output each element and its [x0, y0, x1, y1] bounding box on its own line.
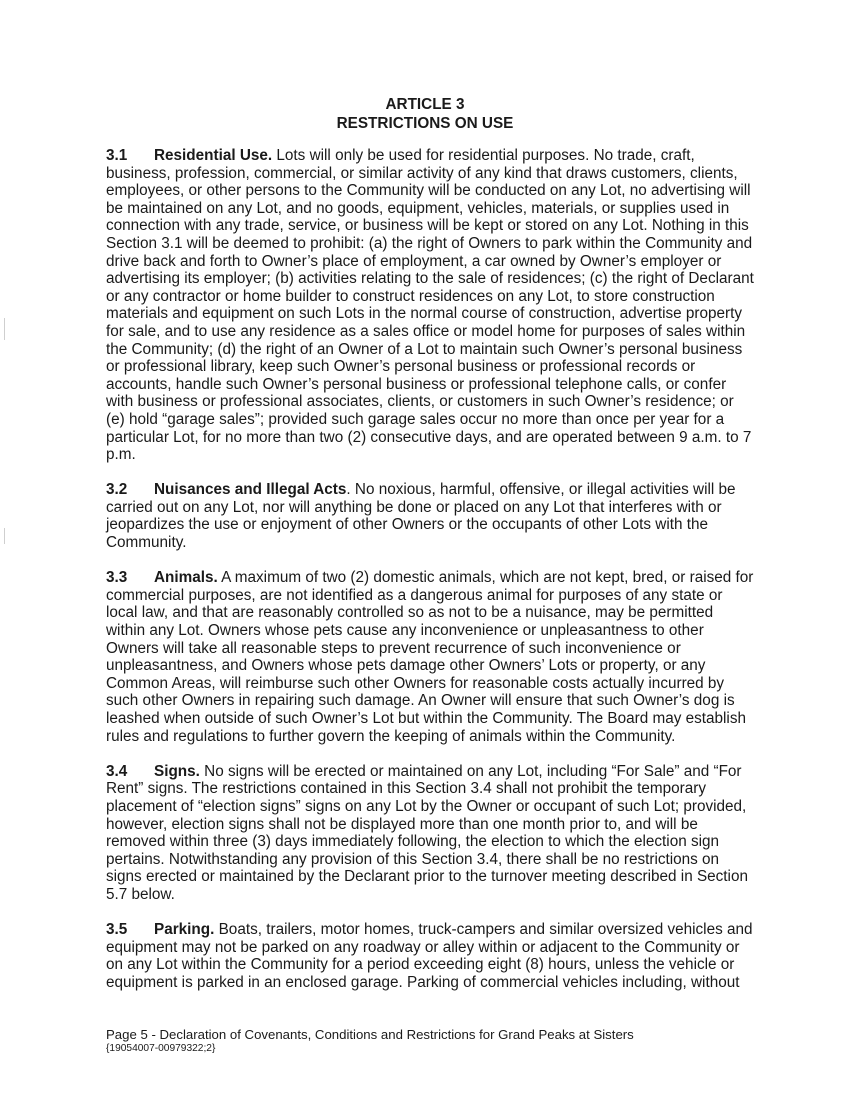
- section-number: 3.3: [106, 569, 128, 587]
- section-title: Parking.: [154, 921, 215, 939]
- margin-scan-mark: [4, 528, 5, 544]
- section-title: Nuisances and Illegal Acts: [154, 481, 347, 499]
- section-number: 3.4: [106, 762, 128, 780]
- section-3-4: [106, 763, 756, 904]
- section-text: . No noxious, harmful, offensive, or illegal activities will be carried out on any Lot, nor will anything be done or placed on any Lot that interferes with or jeopardizes the use or enjoyment of other Owners or the occupants of other Lots with the Community.: [106, 481, 736, 552]
- section-number: 3.2: [106, 481, 128, 499]
- document-body: [106, 147, 756, 992]
- footer-page-caption: Page 5 - Declaration of Covenants, Conditions and Restrictions for Grand Peaks at Sisters: [106, 1027, 634, 1042]
- section-3-1: [106, 147, 756, 464]
- section-text: Boats, trailers, motor homes, truck-campers and similar oversized vehicles and equipment may not be parked on any roadway or alley within or adjacent to the Community or on any Lot within the Community for a period exceeding eight (8) hours, unless the vehicle or equipment is parked in an enclosed garage. Parking of commercial vehicles including, without: [106, 921, 753, 991]
- section-title: Animals.: [154, 569, 218, 587]
- margin-scan-mark: [4, 318, 5, 340]
- article-heading: [0, 95, 850, 133]
- section-3-5: [106, 921, 756, 991]
- section-number: 3.5: [106, 921, 128, 939]
- section-title: Signs.: [154, 762, 200, 780]
- footer-document-id: {19054007-00979322;2}: [106, 1043, 216, 1054]
- section-title: Residential Use.: [154, 147, 273, 164]
- section-text: No signs will be erected or maintained on any Lot, including “For Sale” and “For Rent” signs. The restrictions contained in this Section 3.4 shall not prohibit the temporary placement of “election signs” signs on any Lot by the Owner or occupant of such Lot; provided, however, election signs shall not be displayed more than one month prior to, and will be removed within three (3) days immediately following, the election to which the election sign pertains. Notwithstanding any provision of this Section 3.4, there shall be no restrictions on signs erected or maintained by the Declarant prior to the turnover meeting described in Section 5.7 below.: [106, 762, 748, 903]
- page-footer: [106, 1027, 766, 1055]
- section-number: 3.1: [106, 147, 128, 164]
- section-text: Lots will only be used for residential purposes. No trade, craft, business, profession, commercial, or similar activity of any kind that draws customers, clients, employees, or other persons to the Community will be conducted on any Lot, no advertising will be maintained on any Lot, and no goods, equipment, vehicles, materials, or supplies used in connection with any trade, service, or business will be kept or stored on any Lot. Nothing in this Section 3.1 will be deemed to prohibit: (a) the right of Owners to park within the Community and drive back and forth to Owner’s place of employment, a car owned by Owner’s employer or advertising its employer; (b) activities relating to the sale of residences; (c) the right of Declarant or any contractor or home builder to construct residences on any Lot, to store construction materials and equipment on such Lots in the normal course of construction, advertise property for sale, and to use any residence as a sales office or model home for purposes of sales within the Community; (d) the right of an Owner of a Lot to maintain such Owner’s personal business or professional library, keep such Owner’s personal business or professional records or accounts, handle such Owner’s personal business or professional telephone calls, or confer with business or professional associates, clients, or customers in such Owner’s residence; or (e) hold “garage sales”; provided such garage sales occur no more than once per year for a particular Lot, for no more than two (2) consecutive days, and are operated between 9 a.m. to 7 p.m.: [106, 147, 754, 464]
- section-3-2: [106, 481, 756, 551]
- article-number: ARTICLE 3: [385, 96, 465, 113]
- section-text: A maximum of two (2) domestic animals, which are not kept, bred, or raised for commercial purposes, are not identified as a dangerous animal for purposes of any state or local law, and that are reasonably controlled so as not to be a nuisance, may be permitted within any Lot. Owners whose pets cause any inconvenience or unpleasantness to other Owners will take all reasonable steps to prevent recurrence of such inconvenience or unpleasantness, and Owners whose pets damage other Owners’ Lots or property, or any Common Areas, will reimburse such other Owners for reasonable costs actually incurred by such other Owners in repairing such damage. An Owner will ensure that such Owner’s dog is leashed when outside of such Owner’s Lot but within the Community. The Board may establish rules and regulations to further govern the keeping of animals within the Community.: [106, 569, 754, 745]
- article-title: RESTRICTIONS ON USE: [336, 115, 514, 132]
- section-3-3: [106, 569, 756, 745]
